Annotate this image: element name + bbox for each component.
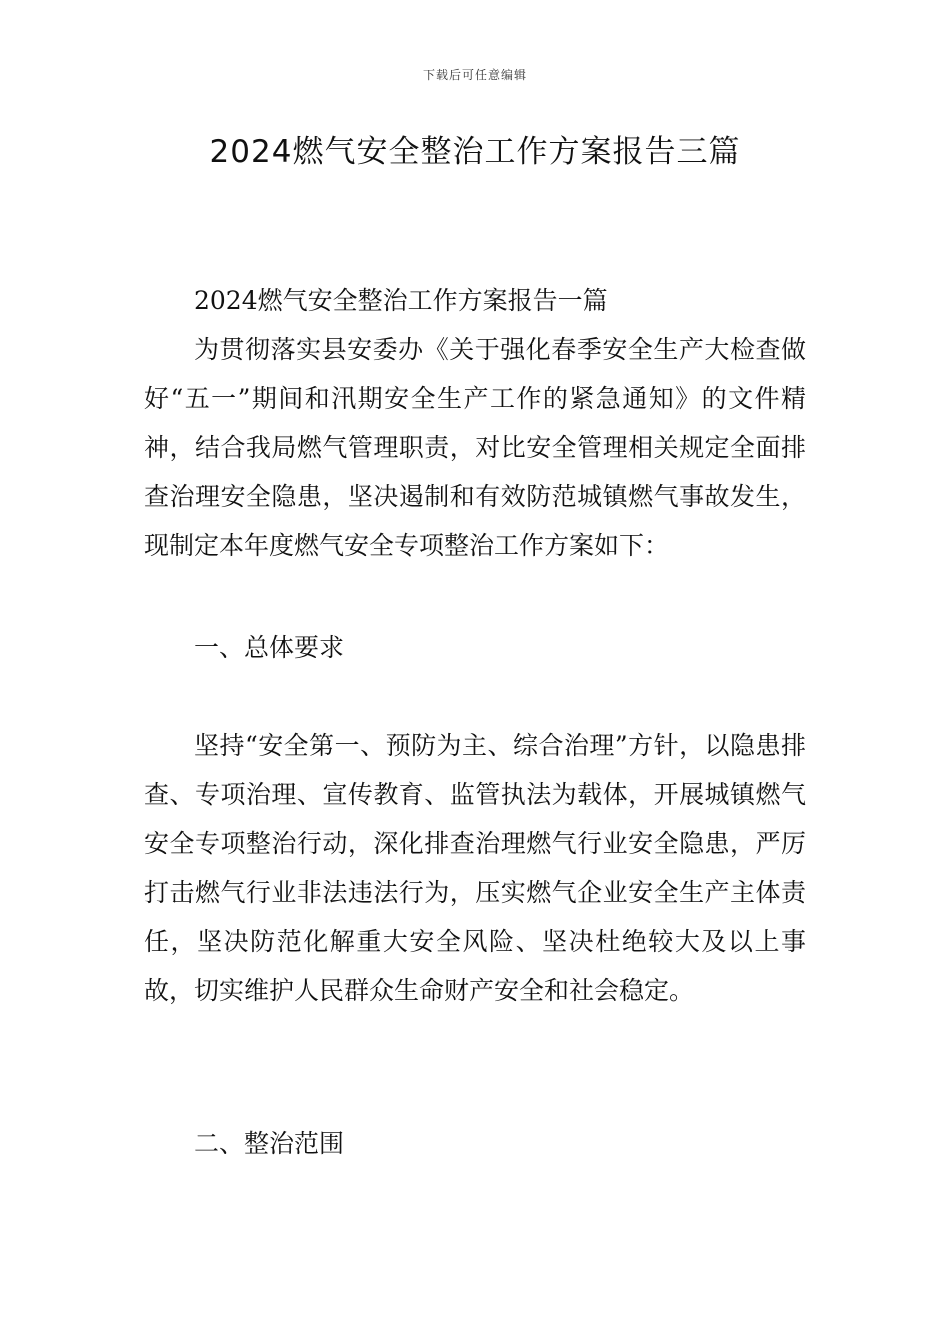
document-title: 2024燃气安全整治工作方案报告三篇 [209, 134, 741, 170]
header-note: 下载后可任意编辑 [422, 68, 527, 82]
section-1-heading: 一、总体要求 [194, 633, 345, 662]
section-2-heading: 二、整治范围 [194, 1129, 345, 1158]
section-1-paragraph: 坚持“安全第一、预防为主、综合治理”方针，以隐患排查、专项治理、宣传教育、监管执法为载体，开展城镇燃气安全专项整治行动，深化排查治理燃气行业安全隐患，严厉打击燃气行业非法违法行为，压实燃气企业安全生产主体责任，坚决防范化解重大安全风险、坚决杜绝较大及以上事故，切实维护人民群众生命财产安全和社会稳定。 [144, 731, 806, 1005]
intro-paragraph: 为贯彻落实县安委办《关于强化春季安全生产大检查做好“五一”期间和汛期安全生产工作的紧急通知》的文件精神，结合我局燃气管理职责，对比安全管理相关规定全面排查治理安全隐患，坚决遏制和有效防范城镇燃气事故发生，现制定本年度燃气安全专项整治工作方案如下： [144, 335, 806, 560]
document-subtitle: 2024燃气安全整治工作方案报告一篇 [194, 286, 608, 315]
